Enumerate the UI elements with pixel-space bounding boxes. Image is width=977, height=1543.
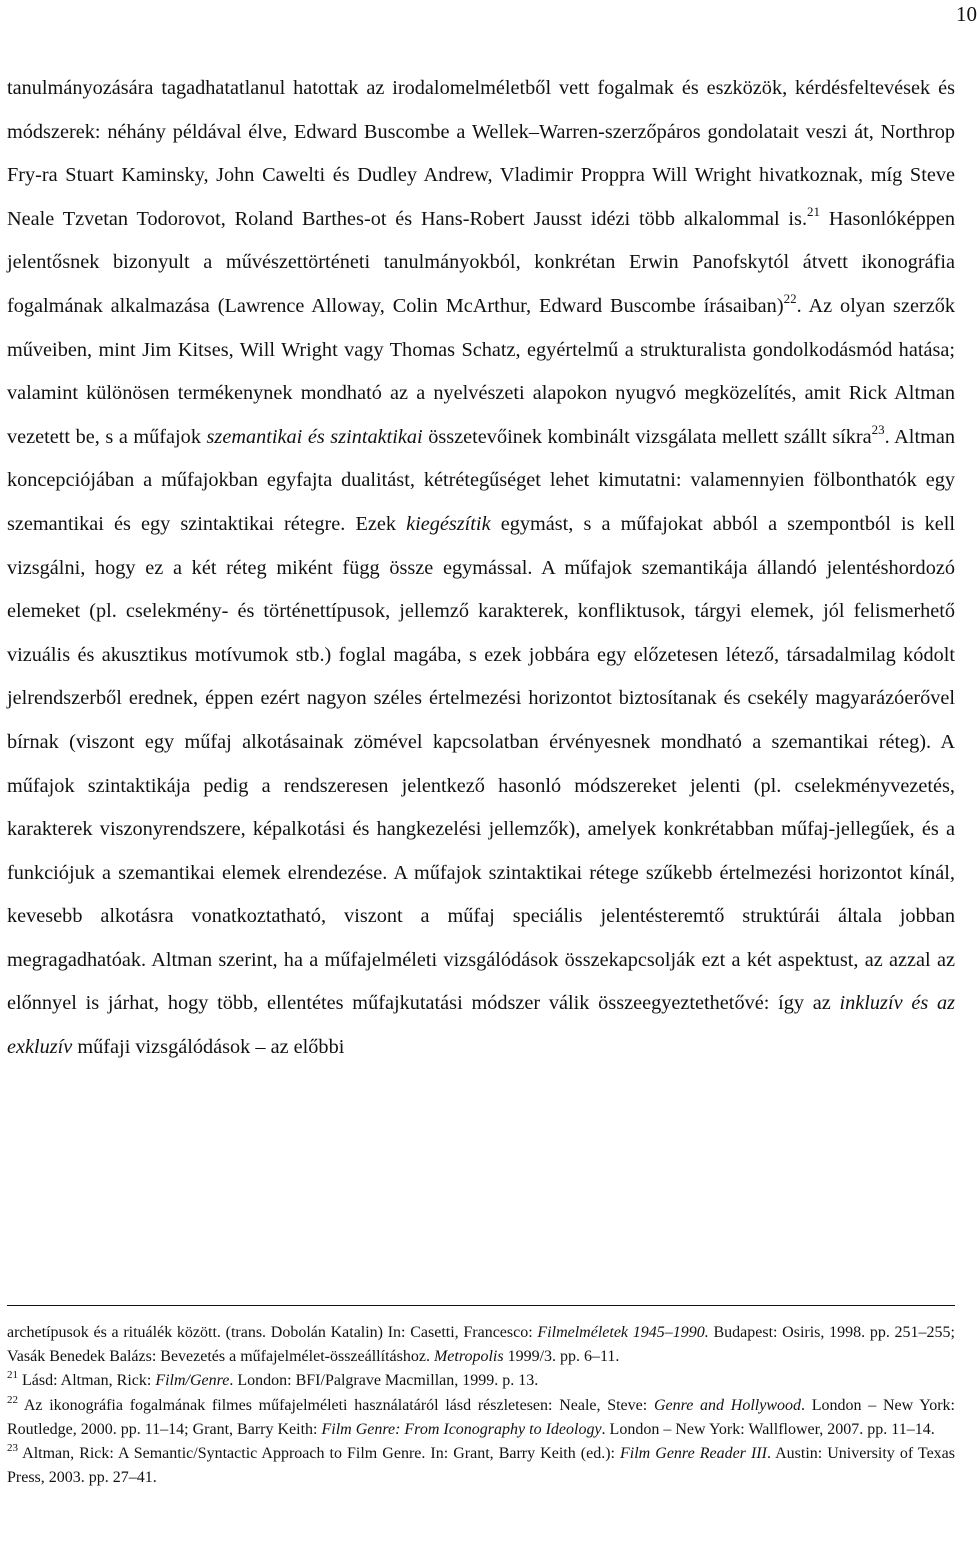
footnote-text: archetípusok és a rituálék között. (trans. Dobolán Katalin) In: Casetti, Francesco: — [7, 1324, 538, 1341]
footnote-text: Lásd: Altman, Rick: — [18, 1372, 156, 1390]
footnote-number: 23 — [7, 1442, 18, 1455]
footnote-text: . London – New York: Routledge, 2000. pp. 11–14; Grant, Barry Keith: — [7, 1396, 956, 1438]
footnote-title: Genre and Hollywood — [653, 1396, 801, 1414]
body-text-segment: összetevőinek kombinált vizsgálata mellett szállt síkra — [422, 425, 872, 448]
footnote-title: Film/Genre — [155, 1372, 230, 1390]
footnote-text: . Austin: University of Texas Press, 2003. pp. 27–41. — [7, 1445, 956, 1487]
footnote-22 — [7, 1394, 955, 1442]
footnote-text: Altman, Rick: A Semantic/Syntactic Approach to Film Genre. In: Grant, Barry Keith (ed.): — [18, 1445, 621, 1463]
body-text-segment: . Altman koncepciójában a műfajokban egyfajta dualitást, kétrétegűséget lehet kimutatni: valamennyien fölbonthatók egy szemantikai és egy szintaktikai rétegre. Ezek — [7, 425, 955, 535]
footnote-text: Az ikonográfia fogalmának filmes műfajelméleti használatáról lásd részletesen: Neale, Steve: — [18, 1396, 654, 1414]
footnote-21 — [7, 1369, 955, 1393]
footnote-text: Budapest: Osiris, 1998. pp. 251–255; Vasák Benedek Balázs: Bevezetés a műfajelmélet-összeállításhoz. — [7, 1324, 955, 1366]
footnote-number: 22 — [7, 1393, 18, 1406]
footnote-number: 21 — [7, 1369, 18, 1382]
footnote-ref-23[interactable]: 23 — [871, 421, 885, 437]
footnote-continuation — [7, 1321, 955, 1369]
footnote-title: Filmelméletek 1945–1990. — [537, 1324, 709, 1341]
footnote-divider — [7, 1305, 955, 1306]
footnote-ref-22[interactable]: 22 — [783, 290, 797, 306]
footnote-23 — [7, 1442, 955, 1490]
footnote-title: Film Genre: From Iconography to Ideology — [321, 1420, 602, 1438]
italic-term: kiegészítik — [406, 512, 491, 535]
body-text-segment: műfaji vizsgálódások – az előbbi — [72, 1036, 345, 1059]
body-paragraph — [7, 67, 955, 1070]
body-text-segment: egymást, s a műfajokat abból a szempontból is kell vizsgálni, hogy ez a két réteg miként függ össze egymással. A műfajok szemantikája állandó jelentéshordozó elemeket (pl. cselekmény- és történettípusok, jellemző karakterek, konfliktusok, tárgyi elemek, jól felismerhető vizuális és akusztikus motívumok stb.) foglal magába, s ezek jobbára egy előzetesen létező, társadalmilag kódolt jelrendszerből erednek, éppen ezért nagyon széles értelmezési horizontot biztosítanak és csekély magyarázóerővel bírnak (viszont egy műfaj alkotásainak zömével kapcsolatban érvényesnek mondható a szemantikai réteg). A műfajok szintaktikája pedig a rendszeresen jelentkező hasonló módszereket jelenti (pl. cselekményvezetés, karakterek viszonyrendszere, képalkotási és hangkezelési jellemzők), amelyek konkrétabban műfaj-jellegűek, és a funkciójuk a szemantikai elemek elrendezése. A műfajok szintaktikai rétege szűkebb értelmezési horizontot kínál, kevesebb alkotásra vonatkoztatható, viszont a műfaj speciális jelentésteremtő struktúrái általa jobban megragadhatóak. Altman szerint, ha a műfajelméleti vizsgálódások összekapcsolják ezt a két aspektust, az azzal az előnnyel is járhat, hogy több, ellentétes műfajkutatási módszer válik összeegyeztethetővé: így az — [7, 512, 955, 1015]
body-text-segment: . Az olyan szerzők műveiben, mint Jim Kitses, Will Wright vagy Thomas Schatz, egyértelmű a strukturalista gondolkodásmód hatása; valamint különösen termékenynek mondható az a nyelvészeti alapokon nyugvó megközelítés, amit Rick Altman vezetett be, s a műfajok — [7, 294, 955, 448]
footnote-text: . London: BFI/Palgrave Macmillan, 1999. p. 13. — [229, 1372, 539, 1390]
italic-term: inkluzív és az exkluzív — [7, 992, 955, 1059]
page-number: 10 — [956, 2, 977, 26]
footnote-text: 1999/3. pp. 6–11. — [503, 1348, 620, 1366]
italic-term: szemantikai és szintaktikai — [206, 425, 423, 448]
body-text-segment: tanulmányozására tagadhatatlanul hatottak az irodalomelméletből vett fogalmak és eszközök, kérdésfeltevések és módszerek: néhány példával élve, Edward Buscombe a Wellek–Warren-szerzőpáros gondolatait veszi át, Northrop Fry-ra Stuart Kaminsky, John Cawelti és Dudley Andrew, Vladimir Proppra Will Wright hivatkoznak, míg Steve Neale Tzvetan Todorovot, Roland Barthes-ot és Hans-Robert Jausst idézi több alkalommal is. — [7, 77, 955, 230]
footnote-title: Metropolis — [433, 1348, 504, 1366]
footnote-title: Film Genre Reader III — [620, 1445, 767, 1463]
body-text-segment: Hasonlóképpen jelentősnek bizonyult a művészettörténeti tanulmányokból, konkrétan Erwin Panofskytól átvett ikonográfia fogalmának alkalmazása (Lawrence Alloway, Colin McArthur, Edward Buscombe írásaiban) — [7, 207, 955, 317]
footnote-ref-21[interactable]: 21 — [807, 203, 821, 219]
footnote-text: . London – New York: Wallflower, 2007. pp. 11–14. — [601, 1420, 935, 1438]
footnotes — [7, 1321, 955, 1490]
